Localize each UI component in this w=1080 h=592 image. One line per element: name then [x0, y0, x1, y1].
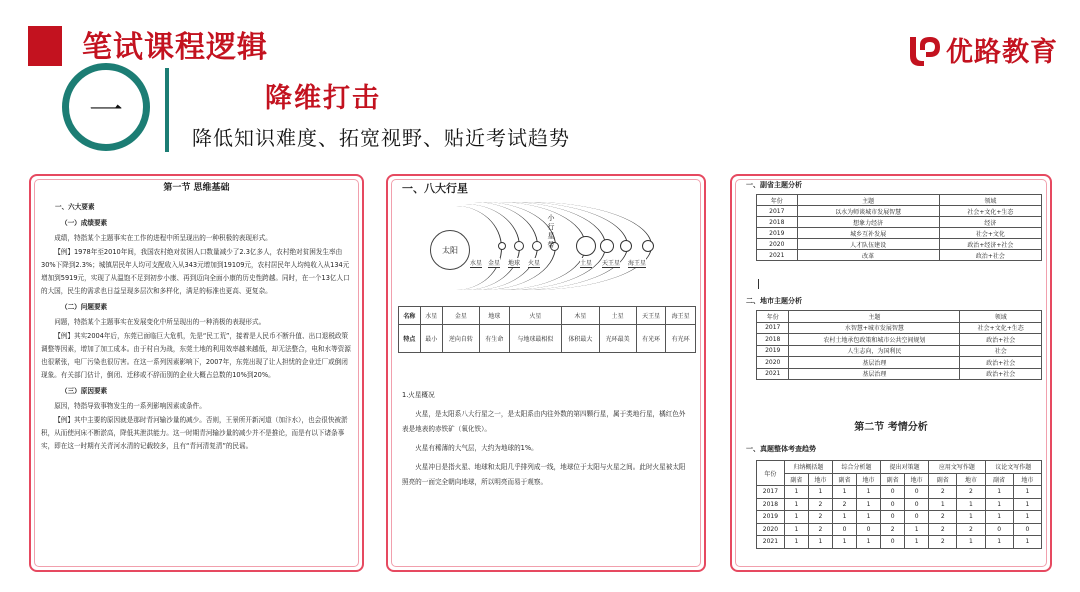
table-cell: 改革	[797, 250, 939, 261]
provincial-topic-table	[756, 194, 1042, 261]
table-cell: 政治+社会	[960, 357, 1042, 369]
table-row	[757, 523, 1042, 536]
planet-earth	[532, 241, 542, 251]
doc-title: 第二节 考情分析	[854, 422, 928, 433]
table-row	[757, 206, 1042, 217]
table-cell: 2	[832, 498, 856, 511]
table-cell: 政治+社会	[939, 250, 1041, 261]
table-header: 副省	[881, 473, 905, 486]
table-cell: 城乡互补发展	[797, 228, 939, 239]
table-cell: 2	[929, 523, 957, 536]
table-cell: 1	[985, 498, 1013, 511]
planet-venus	[514, 241, 524, 251]
table-header: 海王星	[666, 307, 696, 325]
table-cell: 1	[905, 536, 929, 549]
table-cell: 人生志向，为国利民	[789, 345, 960, 357]
table-cell: 0	[1013, 523, 1041, 536]
table-row	[757, 239, 1042, 250]
doc-example: 【例】其中主要的原因就是那时青河输沙量的减少。否则，王景所开新河道（加汴水），也会很快被淤积，从而使河床不断淤高，降低其泄洪能力。这一时期青河输沙量的减少并不是推论，而是有以下诸条事实，即在这一时期有关青河水清的记载较多，且有“青河清复清”的民谣。	[41, 416, 348, 450]
planet-label: 水星	[470, 260, 483, 267]
doc-paragraph: 问题，特指某个主题事实在发展变化中所呈现出的一种消极的表现形式。	[54, 318, 266, 326]
table-row	[757, 486, 1042, 499]
table-cell: 社会+文化+生态	[960, 322, 1042, 334]
table-cell: 1	[1013, 536, 1041, 549]
table-header: 土星	[599, 307, 636, 325]
city-topic-table	[756, 310, 1042, 380]
table-cell: 2021	[757, 536, 785, 549]
document-panel-planets	[386, 174, 706, 572]
table-header: 金星	[442, 307, 479, 325]
table-cell: 2018	[757, 217, 798, 228]
table-cell: 2019	[757, 228, 798, 239]
table-header: 归纳概括题	[784, 461, 832, 474]
table-cell: 1	[784, 486, 808, 499]
table-cell: 1	[1013, 511, 1041, 524]
table-cell: 1	[929, 498, 957, 511]
table-cell: 农村土地承包政策和城市公共空间规划	[789, 334, 960, 346]
table-cell: 2	[929, 486, 957, 499]
doc-title: 第一节 思维基础	[163, 183, 230, 193]
table-cell: 2021	[757, 250, 798, 261]
table-header: 副省	[929, 473, 957, 486]
doc-heading: 一、真题整体考查趋势	[746, 445, 816, 453]
table-cell: 人才队伍建设	[797, 239, 939, 250]
doc-paragraph: 火星冲日是指火星、地球和太阳几乎排列成一线，地球位于太阳与火星之间。此时火星被太阳照亮的一面完全朝向地球，所以明亮而易于观察。	[402, 463, 686, 486]
table-row	[757, 322, 1042, 334]
section-divider	[165, 68, 169, 152]
table-cell: 最小	[420, 325, 442, 353]
table-cell: 特点	[399, 325, 421, 353]
table-cell: 社会+文化+生态	[939, 206, 1041, 217]
table-cell: 2020	[757, 239, 798, 250]
table-cell: 1	[832, 486, 856, 499]
text-cursor	[758, 279, 759, 289]
table-cell: 1	[832, 511, 856, 524]
table-cell: 有生命	[480, 325, 510, 353]
asteroid-belt-label: 小行星带	[547, 214, 555, 249]
table-row	[757, 345, 1042, 357]
section-title: 降维打击	[265, 83, 381, 114]
table-cell: 2	[957, 486, 985, 499]
table-cell: 政治+经济+社会	[939, 239, 1041, 250]
table-header: 年份	[757, 461, 785, 486]
planet-jupiter	[576, 236, 596, 256]
table-cell: 2	[808, 511, 832, 524]
document-panel-exam-analysis	[730, 174, 1052, 572]
table-cell: 2017	[757, 206, 798, 217]
table-cell: 0	[881, 486, 905, 499]
table-cell: 0	[905, 498, 929, 511]
table-cell: 2	[881, 523, 905, 536]
table-cell: 2	[808, 498, 832, 511]
table-cell: 1	[957, 536, 985, 549]
table-cell: 1	[985, 486, 1013, 499]
table-header: 地市	[808, 473, 832, 486]
sun: 太阳	[430, 230, 470, 270]
table-row	[757, 357, 1042, 369]
table-cell: 2	[929, 511, 957, 524]
table-cell: 2020	[757, 523, 785, 536]
planet-label: 土星	[580, 260, 593, 267]
table-header: 地市	[857, 473, 881, 486]
table-cell: 2019	[757, 345, 789, 357]
table-cell: 以水为师谈城市发展智慧	[797, 206, 939, 217]
table-header: 名称	[399, 307, 421, 325]
table-cell: 社会+文化	[939, 228, 1041, 239]
table-header: 综合分析题	[832, 461, 880, 474]
table-header: 主题	[797, 195, 939, 206]
table-header: 年份	[757, 195, 798, 206]
table-cell: 1	[1013, 498, 1041, 511]
table-row	[757, 250, 1042, 261]
table-cell: 2	[808, 523, 832, 536]
logo-icon	[906, 33, 942, 67]
table-header: 年份	[757, 311, 789, 323]
table-cell: 1	[857, 536, 881, 549]
planet-label: 海王星	[628, 260, 647, 267]
table-cell: 光环最美	[599, 325, 636, 353]
doc-example: 【例】1978年至2010年间，我国农村绝对贫困人口数量减少了2.3亿多人，农村绝对贫困发生率由30%下降到2.3%；城镇居民年人均可支配收入从343元增加到19109元，农村居民年人均纯收入从134元增加到5919元，实现了从温饱不足到初步小康、再到迈向全面小康的历史性跨越。同时，在一个13亿人口的大国，民生的需求也日益呈现多层次和多样化，满足的标准也更高、更复杂。	[41, 248, 350, 295]
table-cell: 体积最大	[562, 325, 599, 353]
table-row	[757, 228, 1042, 239]
table-row	[757, 368, 1042, 380]
table-cell: 1	[985, 511, 1013, 524]
table-cell: 0	[905, 511, 929, 524]
table-cell: 2020	[757, 357, 789, 369]
table-cell: 1	[784, 498, 808, 511]
planet-mercury	[498, 242, 506, 250]
document-panel-thinking-basics	[29, 174, 364, 572]
solar-system-diagram	[430, 200, 660, 292]
table-cell: 有光环	[636, 325, 666, 353]
planet-neptune	[642, 240, 654, 252]
doc-heading: 一、副省主题分析	[746, 181, 802, 189]
section-number: 一	[89, 90, 123, 131]
table-cell: 1	[857, 511, 881, 524]
doc-paragraph: 火星，是太阳系八大行星之一，是太阳系由内往外数的第四颗行星，属于类地行星，橘红色外表是地表的赤铁矿（氧化铁）。	[402, 410, 686, 433]
planet-label: 火星	[528, 260, 541, 267]
table-cell: 2019	[757, 511, 785, 524]
table-header: 天王星	[636, 307, 666, 325]
table-cell: 1	[957, 498, 985, 511]
table-cell: 2018	[757, 334, 789, 346]
doc-paragraph: 原因，特指导致事物发生的一系列影响因素或条件。	[54, 402, 206, 410]
logo-text: 优路教育	[946, 37, 1058, 68]
planet-label: 金星	[488, 260, 501, 267]
doc-heading: 一、六大要素	[55, 203, 95, 211]
table-header: 水星	[420, 307, 442, 325]
question-trend-table	[756, 460, 1042, 549]
table-cell: 0	[832, 523, 856, 536]
table-cell: 1	[905, 523, 929, 536]
table-cell: 0	[881, 511, 905, 524]
table-header: 地市	[957, 473, 985, 486]
table-cell: 与地球最相似	[509, 325, 562, 353]
planet-label: 地球	[508, 260, 521, 267]
doc-heading: 二、地市主题分析	[746, 297, 802, 305]
table-header: 提出对策题	[881, 461, 929, 474]
table-cell: 1	[832, 536, 856, 549]
table-cell: 逆向自转	[442, 325, 479, 353]
table-cell: 1	[857, 498, 881, 511]
table-header: 地市	[1013, 473, 1041, 486]
table-header: 议论文写作题	[985, 461, 1041, 474]
table-header: 地球	[480, 307, 510, 325]
table-cell: 政治+社会	[960, 368, 1042, 380]
table-cell: 0	[985, 523, 1013, 536]
table-header: 副省	[784, 473, 808, 486]
table-cell: 0	[881, 498, 905, 511]
table-row	[757, 334, 1042, 346]
brand-logo	[906, 30, 1058, 69]
table-cell: 0	[857, 523, 881, 536]
table-cell: 水智慧+城市发展智慧	[789, 322, 960, 334]
table-cell: 有光环	[666, 325, 696, 353]
table-row	[757, 511, 1042, 524]
table-cell: 1	[957, 511, 985, 524]
table-cell: 1	[784, 511, 808, 524]
section-description: 降低知识难度、拓宽视野、贴近考试趋势	[192, 126, 570, 150]
table-header: 副省	[832, 473, 856, 486]
table-header: 应用文写作题	[929, 461, 985, 474]
doc-paragraph: 火星有稀薄的大气层，大约为地球的1%。	[415, 444, 538, 452]
table-cell: 0	[905, 486, 929, 499]
planet-table	[398, 306, 696, 353]
doc-subheading: （三）原因要素	[61, 387, 108, 395]
table-cell: 2	[929, 536, 957, 549]
table-cell: 1	[1013, 486, 1041, 499]
table-row	[757, 498, 1042, 511]
planet-saturn	[600, 239, 614, 253]
page-title: 笔试课程逻辑	[82, 30, 268, 65]
table-cell: 1	[808, 486, 832, 499]
table-cell: 2	[957, 523, 985, 536]
table-cell: 1	[808, 536, 832, 549]
table-cell: 1	[985, 536, 1013, 549]
table-cell: 2017	[757, 486, 785, 499]
table-row	[757, 217, 1042, 228]
table-cell: 1	[784, 523, 808, 536]
table-cell: 1	[857, 486, 881, 499]
mars-overview	[402, 388, 690, 494]
table-cell: 想象力经济	[797, 217, 939, 228]
table-header: 领域	[939, 195, 1041, 206]
table-cell: 社会	[960, 345, 1042, 357]
doc-paragraph: 成绩，特指某个主题事实在工作的进程中所呈现出的一种积极的表现形式。	[54, 234, 272, 242]
table-cell: 基层治理	[789, 357, 960, 369]
table-cell: 2017	[757, 322, 789, 334]
doc-heading: 一、八大行星	[402, 182, 468, 195]
table-header: 地市	[905, 473, 929, 486]
table-cell: 基层治理	[789, 368, 960, 380]
table-cell: 1	[784, 536, 808, 549]
table-cell: 经济	[939, 217, 1041, 228]
doc-subheading: （一）成绩要素	[61, 219, 108, 227]
table-cell: 2021	[757, 368, 789, 380]
table-header: 领域	[960, 311, 1042, 323]
table-header: 主题	[789, 311, 960, 323]
table-cell: 政治+社会	[960, 334, 1042, 346]
table-header: 木星	[562, 307, 599, 325]
doc-example: 【例】其实2004年后，东莞已面临巨大危机，先是“民工荒”，接着是人民币不断升值、出口退税政策调整等因素，增加了加工成本。由于村自为战，东莞土地的利用效率越来越低，却无法整合，电和水等资源也很紧张，电厂污染也很厉害。在这一系列因素影响下，2007年，东莞出现了让人担忧的企业迁厂或倒闭现象。有关部门估计，倒闭、迁移或不辞而别的企业大概占总数的10%到20%。	[41, 332, 351, 379]
trend-table-body	[757, 486, 1042, 549]
planet-label: 天王星	[602, 260, 621, 267]
doc-subheading: （二）问题要素	[61, 303, 108, 311]
title-accent-block	[28, 26, 62, 66]
table-header: 火星	[509, 307, 562, 325]
table-header: 副省	[985, 473, 1013, 486]
table-row	[757, 536, 1042, 549]
doc-subheading: 1.火星概况	[402, 391, 435, 399]
planet-uranus	[620, 240, 632, 252]
table-cell: 2018	[757, 498, 785, 511]
table-cell: 0	[881, 536, 905, 549]
